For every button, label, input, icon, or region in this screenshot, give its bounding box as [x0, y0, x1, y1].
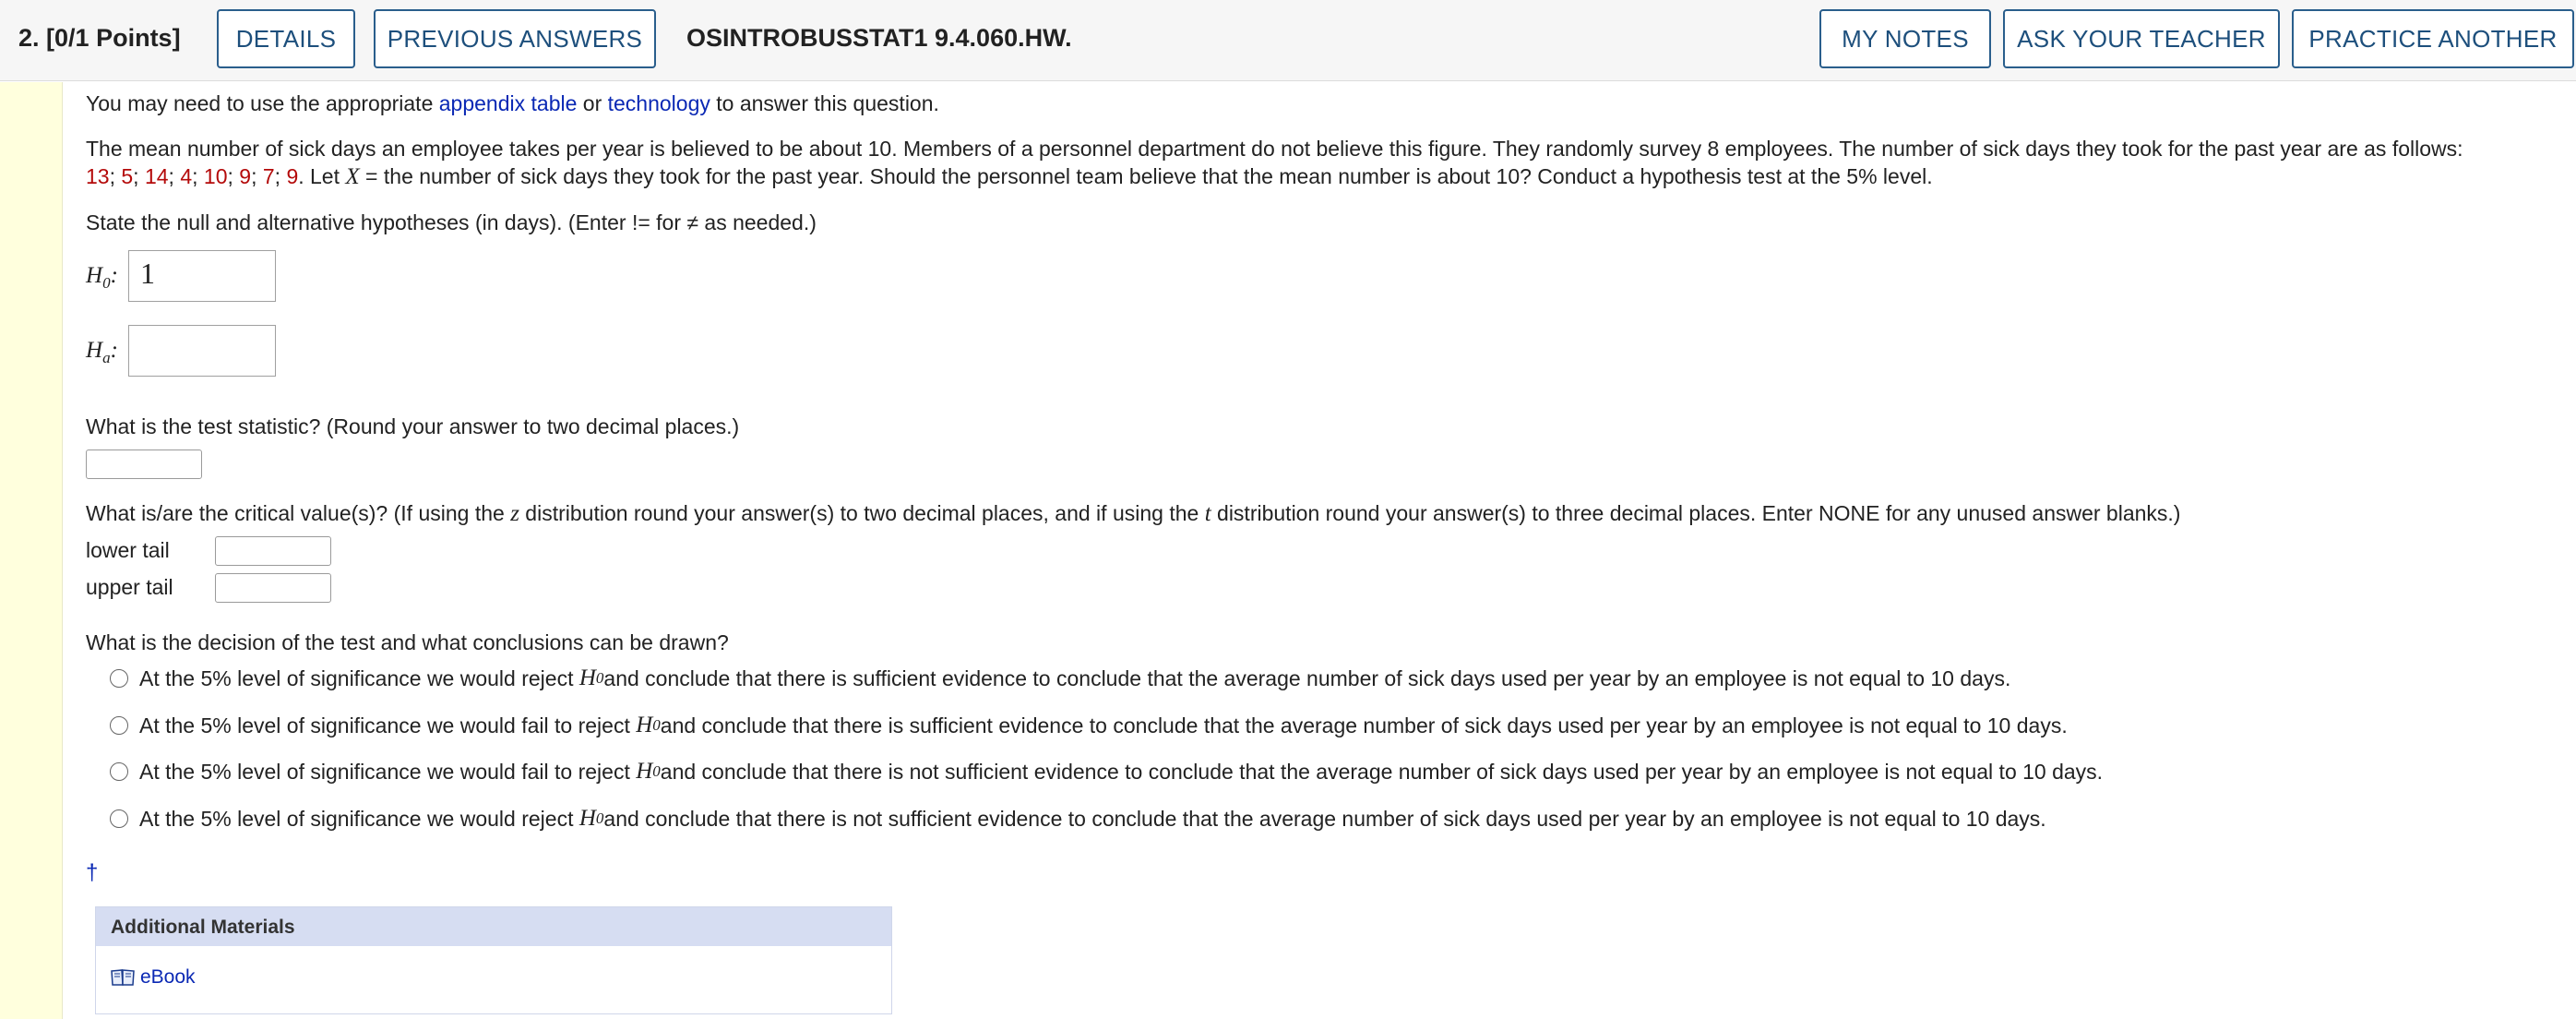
option-text-b: and conclude that there is not sufficient evidence to conclude that the average number of sick days used per year by an employee is not equal to 10 days. [603, 806, 2046, 831]
ha-label-main: H [86, 338, 103, 363]
decision-option-3[interactable] [110, 759, 2103, 785]
dagger-link[interactable]: † [86, 860, 99, 885]
ha-label-sub: a [102, 349, 111, 366]
problem-line-2a: . Let [298, 164, 346, 188]
h0-subscript: 0 [595, 669, 604, 687]
my-notes-button[interactable]: MY NOTES [1819, 9, 1991, 68]
data-value: 9 [239, 164, 252, 188]
points-label: [0/1 Points] [46, 24, 181, 52]
ask-your-teacher-button[interactable]: ASK YOUR TEACHER [2003, 9, 2280, 68]
intro-suffix: to answer this question. [710, 91, 939, 115]
ebook-link[interactable] [111, 966, 196, 989]
option-text-b: and conclude that there is sufficient evidence to conclude that the average number of sick days used per year by an employee is not equal to 10 days. [660, 713, 2068, 737]
decision-option-2[interactable] [110, 713, 2068, 738]
option-text-a: At the 5% level of significance we would reject [139, 665, 574, 690]
hypotheses-instruction: State the null and alternative hypotheses (in days). (Enter != for ≠ as needed.) [86, 210, 817, 234]
critical-values-question [86, 501, 2180, 527]
cv-question-b: distribution round your answer(s) to two decimal places, and if using the [519, 501, 1205, 525]
z-symbol: z [510, 501, 519, 526]
cv-question-c: distribution round your answer(s) to three decimal places. Enter NONE for any unused answer blanks.) [1210, 501, 2181, 525]
h0-label-sub: 0 [102, 274, 111, 292]
intro-or: or [577, 91, 608, 115]
t-symbol: t [1204, 501, 1211, 526]
data-value: 7 [262, 164, 275, 188]
book-icon [111, 968, 135, 987]
additional-materials-panel [95, 906, 892, 1014]
question-header [0, 0, 2576, 81]
variable-x: X [345, 164, 360, 189]
problem-line-2b: = the number of sick days they took for the past year. Should the personnel team believe that the mean number is about 10? Conduct a hypothesis test at the 5% level. [359, 164, 1933, 188]
lower-tail-label: lower tail [86, 538, 170, 562]
radio-button[interactable] [110, 669, 128, 688]
question-number-text: 2. [18, 24, 40, 52]
h0-label-main: H [86, 263, 103, 288]
h0-symbol: H [636, 713, 653, 737]
h0-symbol: H [636, 759, 653, 784]
decision-option-4[interactable] [110, 806, 2046, 832]
intro-prefix: You may need to use the appropriate [86, 91, 439, 115]
details-button[interactable]: DETAILS [217, 9, 355, 68]
lower-tail-input[interactable] [215, 536, 331, 566]
data-value: 14 [144, 164, 169, 188]
radio-button[interactable] [110, 762, 128, 781]
decision-question: What is the decision of the test and what conclusions can be drawn? [86, 630, 729, 654]
h0-subscript: 0 [652, 716, 661, 734]
h0-subscript: 0 [652, 762, 661, 780]
problem-line-2: 13; 5; 14; 4; 10; 9; 7; 9. Let X = the number of sick days they took for the past year. Should the personnel team believe that the mean number is about 10? Conduct a hypothesis test at the 5% level. [86, 164, 1933, 189]
additional-materials-title: Additional Materials [96, 907, 891, 946]
ha-label: $H_a$: [86, 338, 118, 366]
upper-tail-label: upper tail [86, 575, 173, 599]
h0-label: $H_0$: [86, 263, 118, 292]
upper-tail-input[interactable] [215, 573, 331, 603]
test-statistic-input[interactable] [86, 450, 202, 479]
appendix-table-link[interactable]: appendix table [438, 91, 578, 115]
test-statistic-question: What is the test statistic? (Round your answer to two decimal places.) [86, 414, 740, 438]
problem-line-1: The mean number of sick days an employee takes per year is believed to be about 10. Members of a personnel department do not believe this figure. They randomly survey 8 employees. The number of sick days they took for the past year are as follows: [86, 137, 2463, 161]
option-text-a: At the 5% level of significance we would fail to reject [139, 759, 630, 784]
cv-question-a: What is/are the critical value(s)? (If using the [86, 501, 511, 525]
ebook-link-text[interactable]: eBook [140, 966, 196, 988]
option-text-b: and conclude that there is not sufficient evidence to conclude that the average number of sick days used per year by an employee is not equal to 10 days. [660, 759, 2104, 784]
question-number [18, 24, 181, 53]
practice-another-button[interactable]: PRACTICE ANOTHER [2292, 9, 2574, 68]
radio-button[interactable] [110, 716, 128, 735]
option-text-a: At the 5% level of significance we would fail to reject [139, 713, 630, 737]
radio-button[interactable] [110, 809, 128, 828]
technology-link[interactable]: technology [607, 91, 710, 115]
data-value: 9 [286, 164, 299, 188]
question-sidebar [0, 82, 63, 1019]
h0-symbol: H [578, 665, 596, 690]
option-text-b: and conclude that there is sufficient evidence to conclude that the average number of sick days used per year by an employee is not equal to 10 days. [603, 665, 2011, 690]
data-value: 5 [121, 164, 134, 188]
h0-input[interactable]: 1 [128, 250, 276, 302]
h0-symbol: H [578, 806, 596, 831]
data-value: 4 [180, 164, 193, 188]
decision-option-1[interactable] [110, 665, 2010, 691]
intro-text [86, 91, 939, 116]
assignment-id: OSINTROBUSSTAT1 9.4.060.HW. [686, 24, 1072, 52]
data-value: 13 [86, 164, 110, 188]
option-text-a: At the 5% level of significance we would reject [139, 806, 574, 831]
data-value: 10 [203, 164, 228, 188]
previous-answers-button[interactable]: PREVIOUS ANSWERS [374, 9, 656, 68]
h0-subscript: 0 [595, 809, 604, 827]
ha-input[interactable] [128, 325, 276, 377]
